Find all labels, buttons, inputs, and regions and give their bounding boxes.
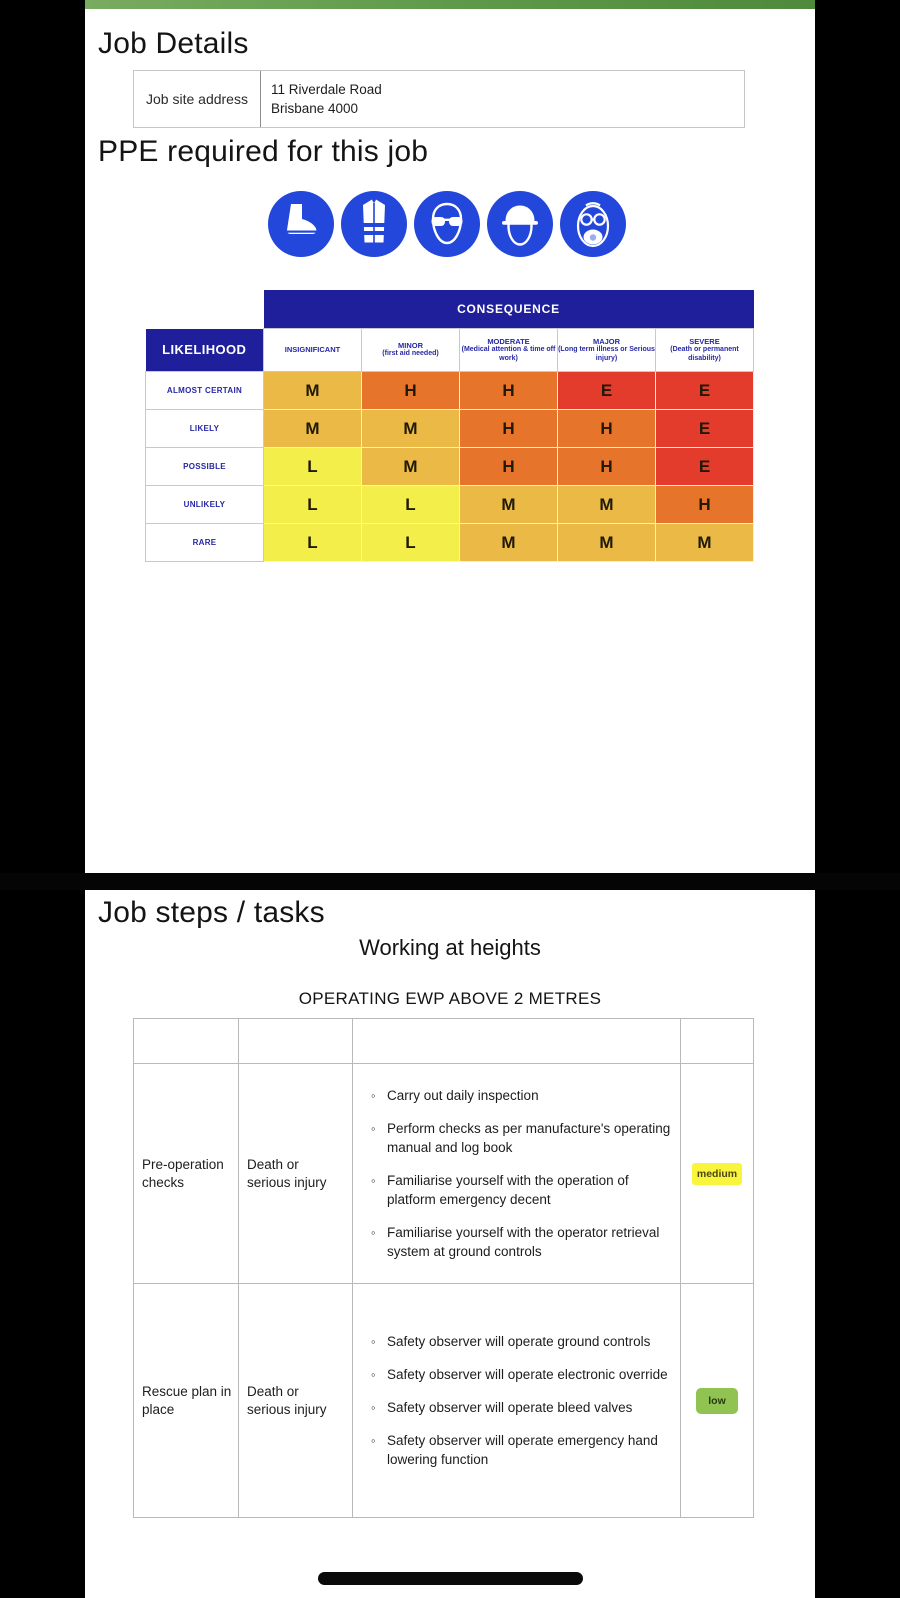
- bullet-icon: ◦: [371, 1400, 376, 1415]
- consequence-column-header-2: [362, 329, 460, 372]
- risk-rating-cell: M: [460, 486, 558, 524]
- job-site-address-value: [261, 71, 744, 127]
- risk-rating-cell: M: [558, 486, 656, 524]
- bullet-icon: ◦: [371, 1334, 376, 1349]
- risk-matrix: [145, 290, 754, 562]
- risk-rating-cell: M: [264, 410, 362, 448]
- column-name: MINOR: [398, 340, 423, 350]
- job-steps-table: [133, 1018, 754, 1518]
- bullet-icon: ◦: [371, 1225, 376, 1240]
- safety-boots-icon: [267, 190, 335, 258]
- matrix-row: [146, 410, 754, 448]
- job-site-table: [133, 70, 745, 128]
- matrix-corner-cell: [146, 290, 264, 329]
- job-step-name: Pre-operation checks: [134, 1064, 239, 1284]
- job-step-risk: [681, 1284, 754, 1518]
- hi-vis-vest-icon: [340, 190, 408, 258]
- consequence-column-header-3: [460, 329, 558, 372]
- phone-screen: [85, 0, 815, 1598]
- risk-badge-low: low: [696, 1388, 738, 1414]
- job-steps-header-cell: [353, 1019, 681, 1064]
- document-header-bar: [85, 0, 815, 9]
- job-steps-header-cell: [134, 1019, 239, 1064]
- likelihood-label: RARE: [146, 524, 264, 562]
- column-subtext: (Death or permanent disability): [670, 345, 739, 362]
- risk-rating-cell: H: [656, 486, 754, 524]
- job-steps-subtitle: Working at heights: [359, 935, 541, 960]
- job-step-row: [134, 1064, 754, 1284]
- risk-rating-cell: E: [558, 372, 656, 410]
- column-subtext: (Long term illness or Serious injury): [558, 345, 655, 362]
- safety-glasses-icon: [413, 190, 481, 258]
- risk-rating-cell: L: [264, 448, 362, 486]
- job-steps-header-row: [134, 1019, 754, 1064]
- risk-rating-cell: E: [656, 448, 754, 486]
- likelihood-header: LIKELIHOOD: [146, 329, 264, 372]
- risk-rating-cell: M: [362, 448, 460, 486]
- job-step-risk: [681, 1064, 754, 1284]
- control-item: [353, 1398, 674, 1417]
- risk-rating-cell: L: [264, 524, 362, 562]
- hard-hat-icon: [486, 190, 554, 258]
- job-step-controls: [353, 1064, 681, 1284]
- matrix-row: [146, 486, 754, 524]
- job-step-hazard: Death or serious injury: [239, 1284, 353, 1518]
- risk-rating-cell: H: [558, 410, 656, 448]
- ppe-title: PPE required for this job: [98, 135, 429, 168]
- control-text: Perform checks as per manufacture's operating manual and log book: [387, 1121, 671, 1155]
- risk-badge-medium: medium: [692, 1163, 742, 1185]
- control-item: [353, 1332, 674, 1351]
- risk-rating-cell: H: [460, 410, 558, 448]
- risk-rating-cell: L: [264, 486, 362, 524]
- control-text: Safety observer will operate bleed valves: [387, 1400, 633, 1415]
- likelihood-label: UNLIKELY: [146, 486, 264, 524]
- bullet-icon: ◦: [371, 1433, 376, 1448]
- risk-rating-cell: H: [460, 372, 558, 410]
- page-divider: [0, 873, 900, 890]
- control-item: [353, 1431, 674, 1469]
- bullet-icon: ◦: [371, 1367, 376, 1382]
- consequence-header: CONSEQUENCE: [264, 290, 754, 329]
- matrix-row: [146, 524, 754, 562]
- risk-rating-cell: E: [656, 410, 754, 448]
- document-page-2: [85, 890, 815, 1598]
- bullet-icon: ◦: [371, 1173, 376, 1188]
- column-name: MODERATE: [487, 336, 530, 346]
- job-details-title: Job Details: [98, 27, 249, 60]
- matrix-column-header-row: [146, 329, 754, 372]
- control-item: [353, 1119, 674, 1157]
- job-step-hazard: Death or serious injury: [239, 1064, 353, 1284]
- risk-rating-cell: M: [656, 524, 754, 562]
- matrix-row: [146, 372, 754, 410]
- risk-rating-cell: H: [460, 448, 558, 486]
- risk-rating-cell: M: [362, 410, 460, 448]
- consequence-column-header-4: [558, 329, 656, 372]
- column-name: INSIGNIFICANT: [284, 345, 341, 355]
- job-site-address-label: Job site address: [134, 71, 261, 127]
- consequence-column-header-5: [656, 329, 754, 372]
- job-steps-header-cell: [239, 1019, 353, 1064]
- column-name: MAJOR: [592, 336, 621, 346]
- control-text: Safety observer will operate ground controls: [387, 1334, 651, 1349]
- risk-rating-cell: L: [362, 524, 460, 562]
- control-item: [353, 1086, 674, 1105]
- document-page-1: [85, 0, 815, 873]
- likelihood-label: POSSIBLE: [146, 448, 264, 486]
- risk-rating-cell: H: [362, 372, 460, 410]
- control-text: Safety observer will operate electronic override: [387, 1367, 668, 1382]
- job-steps-header-cell: [681, 1019, 754, 1064]
- control-text: Carry out daily inspection: [387, 1088, 539, 1103]
- job-step-row: [134, 1284, 754, 1518]
- address-line-1: 11 Riverdale Road: [271, 82, 382, 97]
- task-heading: OPERATING EWP ABOVE 2 METRES: [298, 989, 602, 1008]
- risk-rating-cell: M: [558, 524, 656, 562]
- risk-rating-cell: E: [656, 372, 754, 410]
- matrix-row: [146, 448, 754, 486]
- bullet-icon: ◦: [371, 1088, 376, 1103]
- control-item: [353, 1365, 674, 1384]
- bullet-icon: ◦: [371, 1121, 376, 1136]
- ppe-icons-row: [267, 190, 627, 258]
- column-name: SEVERE: [689, 336, 720, 346]
- risk-matrix-table: [145, 290, 754, 562]
- risk-rating-cell: H: [558, 448, 656, 486]
- control-text: Safety observer will operate emergency hand lowering function: [387, 1433, 658, 1467]
- risk-rating-cell: M: [460, 524, 558, 562]
- control-item: [353, 1171, 674, 1209]
- control-text: Familiarise yourself with the operator retrieval system at ground controls: [387, 1225, 660, 1259]
- job-step-name: Rescue plan in place: [134, 1284, 239, 1518]
- likelihood-label: LIKELY: [146, 410, 264, 448]
- job-step-controls: [353, 1284, 681, 1518]
- home-indicator[interactable]: [318, 1572, 583, 1585]
- control-text: Familiarise yourself with the operation of platform emergency decent: [387, 1173, 629, 1207]
- address-line-2: Brisbane 4000: [271, 101, 359, 116]
- risk-rating-cell: M: [264, 372, 362, 410]
- job-steps: [133, 1018, 754, 1518]
- consequence-column-header-1: [264, 329, 362, 372]
- matrix-consequence-row: [146, 290, 754, 329]
- job-steps-title: Job steps / tasks: [98, 896, 325, 929]
- column-subtext: (first aid needed): [382, 350, 439, 358]
- risk-rating-cell: L: [362, 486, 460, 524]
- control-item: [353, 1223, 674, 1261]
- likelihood-label: ALMOST CERTAIN: [146, 372, 264, 410]
- respirator-icon: [559, 190, 627, 258]
- column-subtext: (Medical attention & time off work): [461, 345, 556, 362]
